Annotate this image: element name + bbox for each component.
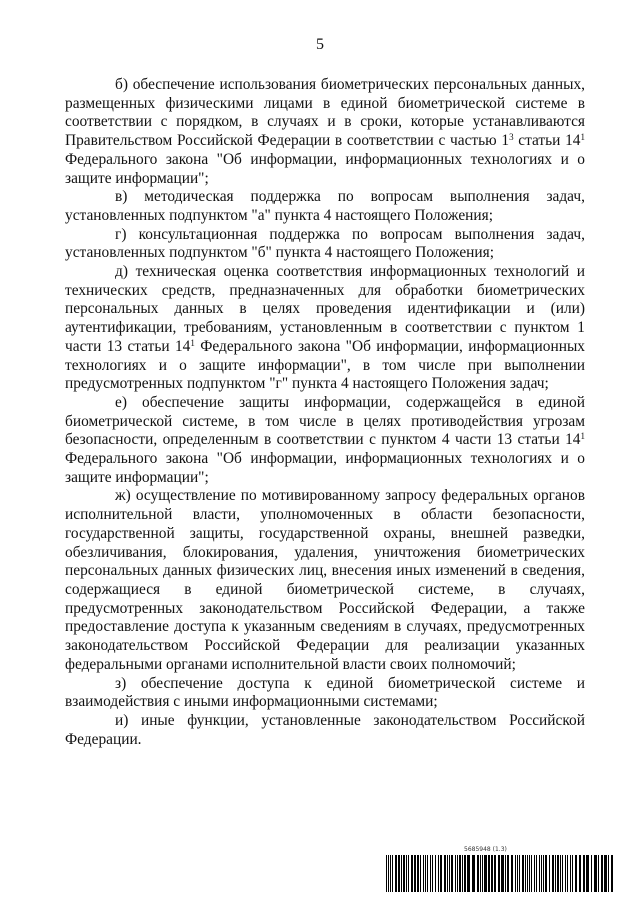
paragraph-e (65, 394, 585, 488)
barcode-bar (549, 855, 550, 892)
barcode-bar (586, 855, 589, 892)
barcode-bar (420, 855, 421, 892)
barcode-bar (529, 855, 530, 892)
barcode-bar (541, 855, 542, 892)
paragraph-d-end: Федерального закона "Об информации, информационных технологиях и о защите информации", в том числе при выполнении предусмотренных подпунктом "г" пункта 4 настоящего Положения задач; (65, 337, 585, 393)
barcode-bar (570, 855, 571, 892)
barcode-bar (583, 855, 585, 892)
barcode-bar (482, 855, 483, 892)
paragraph-v: в) методическая поддержка по вопросам выполнения задач, установленных подпунктом "а" пункта 4 настоящего Положения; (65, 188, 585, 224)
barcode-bar (462, 855, 463, 892)
barcode-bar (536, 855, 537, 892)
barcode-bar (562, 855, 563, 892)
barcode-bar (594, 855, 597, 892)
barcode-bar (459, 855, 461, 892)
barcode-bar (488, 855, 490, 892)
barcode-bar (565, 855, 566, 892)
paragraph-b-text: б) обеспечение использования биометрических персональных данных, размещенных физическими лицами в единой биометрической системе в соответствии с порядком, в случаях и в сроки, которые устанавливаются Правительством Российской Федерации в соответствии с частью 1 (65, 76, 585, 150)
barcode-bar (388, 855, 389, 892)
superscript: 3 (509, 132, 514, 143)
barcode-bar (467, 855, 470, 892)
barcode-bar (447, 855, 448, 892)
barcode-bar (505, 855, 506, 892)
barcode-bar (480, 855, 481, 892)
barcode-bar (575, 855, 577, 892)
barcode-bar (417, 855, 419, 892)
paragraph-b (65, 76, 585, 188)
barcode-bar (539, 855, 540, 892)
barcode-bar (611, 855, 613, 892)
barcode-bar (432, 855, 433, 892)
barcode-bar (491, 855, 493, 892)
barcode-bar (608, 855, 609, 892)
barcode-bar (498, 855, 500, 892)
barcode-bar (435, 855, 436, 892)
barcode-bar (477, 855, 479, 892)
barcode-bar (423, 855, 424, 892)
superscript: 1 (580, 132, 585, 143)
superscript: 1 (580, 431, 585, 442)
barcode-bar (444, 855, 446, 892)
barcode-bar (557, 855, 559, 892)
document-body (65, 76, 585, 749)
barcode-bar (494, 855, 496, 892)
paragraph-i: и) иные функции, установленные законодательством Российской Федерации. (65, 711, 585, 748)
barcode-bar (403, 855, 405, 892)
paragraph-z: з) обеспечение доступа к единой биометрической системе и взаимодействия с иными информационными системами; (65, 674, 585, 711)
barcode-bar (534, 855, 535, 892)
barcode-bar (511, 855, 513, 892)
barcode-bar (591, 855, 592, 892)
barcode-bar (522, 855, 524, 892)
barcode-icon (386, 855, 614, 892)
barcode-bar (519, 855, 520, 892)
barcode-bar (438, 855, 439, 892)
paragraph-b-end: Федерального закона "Об информации, информационных технологиях и о защите информации"; (65, 150, 585, 187)
barcode-bar (411, 855, 413, 892)
barcode-bar (440, 855, 442, 892)
barcode-bar (398, 855, 400, 892)
barcode-bar (484, 855, 487, 892)
barcode-bar (390, 855, 391, 892)
barcode-bar (455, 855, 456, 892)
barcode-bar (427, 855, 428, 892)
barcode-bar (598, 855, 599, 892)
barcode-bar (449, 855, 450, 892)
barcode-bar (567, 855, 568, 892)
barcode-bar (457, 855, 458, 892)
barcode-bar (395, 855, 397, 892)
document-barcode (386, 846, 614, 892)
barcode-bar (604, 855, 607, 892)
barcode-bar (408, 855, 409, 892)
barcode-bar (531, 855, 532, 892)
barcode-bar (543, 855, 544, 892)
barcode-bar (386, 855, 387, 892)
barcode-caption: 5685948 (1.3) (464, 846, 507, 853)
superscript: 1 (190, 337, 195, 348)
barcode-bar (406, 855, 407, 892)
barcode-bar (560, 855, 561, 892)
barcode-bar (552, 855, 554, 892)
barcode-bar (430, 855, 431, 892)
barcode-bar (464, 855, 466, 892)
barcode-bar (579, 855, 581, 892)
barcode-bar (555, 855, 556, 892)
barcode-bar (527, 855, 528, 892)
barcode-bar (392, 855, 393, 892)
paragraph-e-end: Федерального закона "Об информации, информационных технологиях и о защите информации"; (65, 450, 585, 486)
page-number: 5 (316, 36, 324, 53)
paragraph-b-mid: статьи 14 (513, 132, 581, 150)
barcode-bar (507, 855, 509, 892)
paragraph-e-text: е) обеспечение защиты информации, содержащейся в единой биометрической системе, в том числе в целях противодействия угрозам безопасности, определенным в соответствии с пунктом 4 части 13 статьи 14 (65, 393, 585, 449)
barcode-bar (572, 855, 573, 892)
barcode-bar (472, 855, 475, 892)
barcode-bar (515, 855, 516, 892)
paragraph-g: г) консультационная поддержка по вопросам выполнения задач, установленных подпунктом "б" пункта 4 настоящего Положения; (65, 225, 585, 262)
paragraph-d (65, 263, 585, 394)
barcode-bar (517, 855, 518, 892)
barcode-bar (525, 855, 526, 892)
barcode-bar (401, 855, 402, 892)
barcode-bar (425, 855, 426, 892)
barcode-bar (414, 855, 416, 892)
paragraph-zh: ж) осуществление по мотивированному запросу федеральных органов исполнительной власти, уполномоченных в области безопасности, государственной защиты, государственной охраны, внешней разведки, обезличивания, блокирования, удаления, уничтожения биометрических персональных данных физических лиц, внесения иных изменений в сведения, содержащиеся в единой биометрической системе, в случаях, предусмотренных законодательством Российской Федерации, а также предоставление доступа к указанным сведениям в случаях, предусмотренных законодательством Российской Федерации для реализации указанных федеральными органами исполнительной власти своих полномочий; (65, 487, 585, 673)
barcode-bar (451, 855, 453, 892)
barcode-bar (601, 855, 603, 892)
barcode-bar (545, 855, 547, 892)
barcode-bar (501, 855, 504, 892)
paragraph-d-text: д) техническая оценка соответствия информационных технологий и технических средств, предназначенных для обработки биометрических персональных данных в целях проведения идентификации и (или) аутентификации, требованиям, установленным в соответствии с пунктом 1 части 13 статьи 14 (65, 263, 585, 355)
